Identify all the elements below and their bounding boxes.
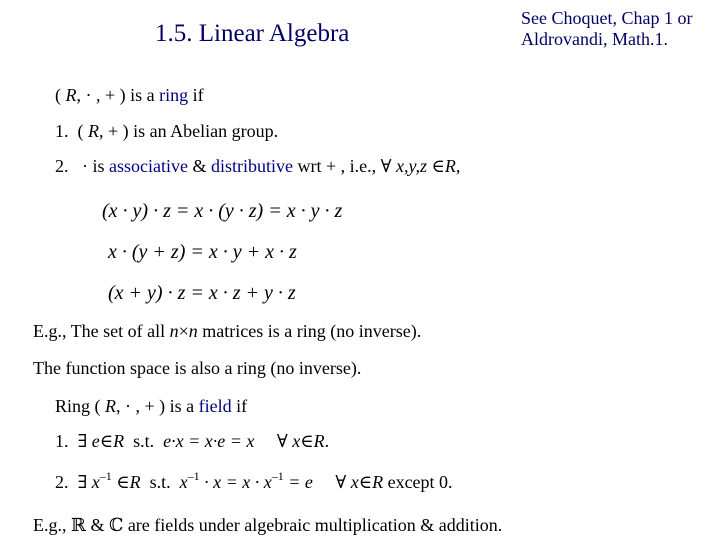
reference-line-2: Aldrovandi, Math.1.	[521, 29, 668, 49]
associative-term: associative	[109, 156, 188, 176]
ring-condition-2: 2. · is associative & distributive wrt + , i.e., ∀ x,y,z ∈R,	[55, 156, 461, 176]
matrix-ring-example: E.g., The set of all n×n matrices is a ring (no inverse).	[33, 321, 422, 341]
real-numbers-symbol: ℝ	[71, 515, 86, 535]
field-definition-intro: Ring ( R, · , + ) is a field if	[55, 396, 248, 416]
complex-numbers-symbol: ℂ	[108, 515, 124, 535]
associativity-equation: (x · y) · z = x · (y · z) = x · y · z	[102, 200, 343, 222]
field-condition-2: 2. ∃ $x^{-1}$ ∈R s.t. $x^{-1} \cdot x = x \cdot x^{-1} = e$ ∀ x∈R except 0.	[55, 469, 453, 492]
fields-example: E.g., ℝ & ℂ are fields under algebraic multiplication & addition.	[33, 515, 503, 535]
reference-line-1: See Choquet, Chap 1 or	[521, 8, 693, 28]
function-space-example: The function space is also a ring (no inverse).	[33, 358, 362, 378]
field-term: field	[198, 396, 232, 416]
ring-definition-intro: ( R, · , + ) is a ring if	[55, 85, 204, 105]
ring-term: ring	[159, 85, 189, 105]
distributive-term: distributive	[211, 156, 294, 176]
reference-note	[521, 8, 692, 50]
right-distributivity-equation: (x + y) · z = x · z + y · z	[108, 282, 296, 304]
field-condition-1: 1. ∃ e∈R s.t. e·x = x·e = x ∀ x∈R.	[55, 431, 330, 451]
left-distributivity-equation: x · (y + z) = x · y + x · z	[108, 241, 297, 263]
ring-condition-1: 1. ( R, + ) is an Abelian group.	[55, 121, 279, 141]
page-title: 1.5. Linear Algebra	[155, 20, 350, 47]
